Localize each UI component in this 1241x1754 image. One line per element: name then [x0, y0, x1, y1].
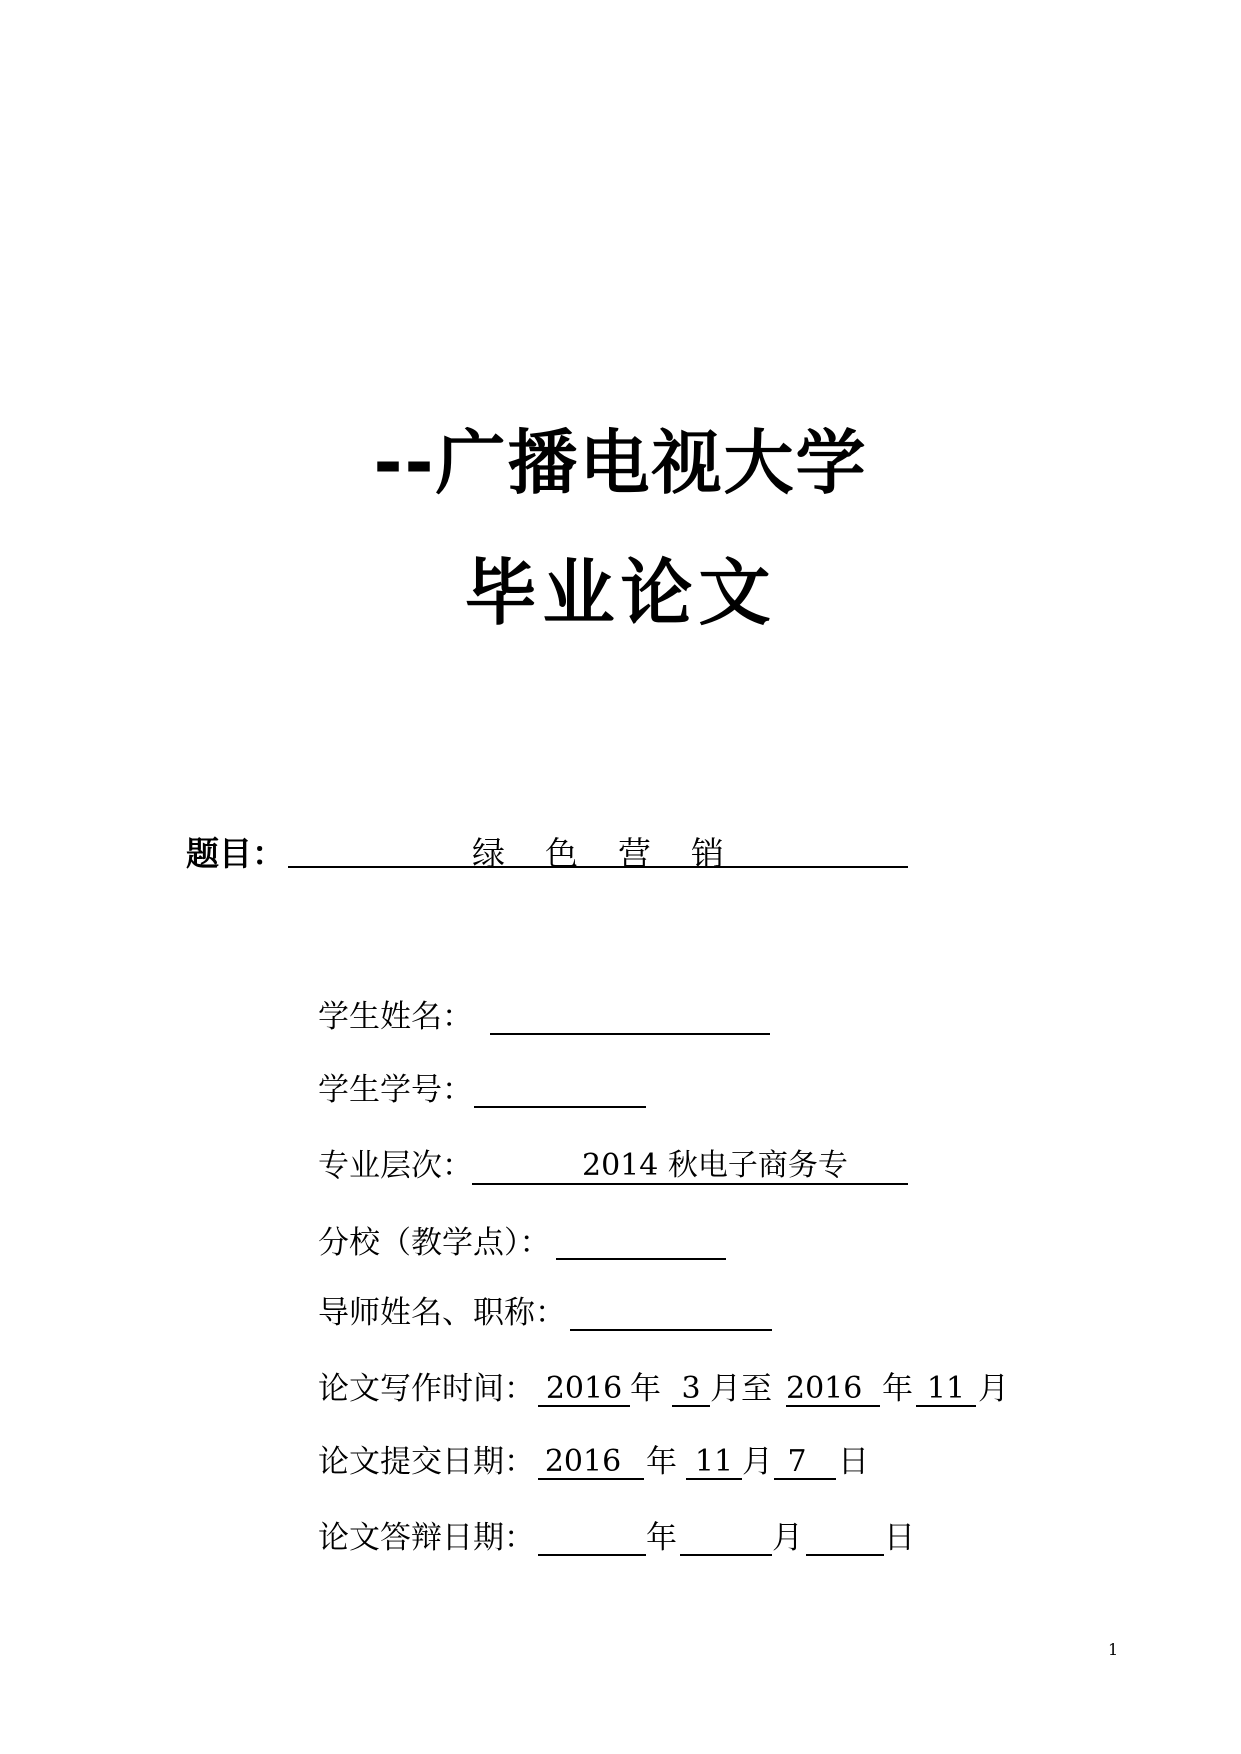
student-name-label: 学生姓名： — [318, 999, 473, 1035]
university-title: --广播电视大学 — [373, 422, 868, 504]
advisor-field[interactable] — [570, 1329, 772, 1331]
major-level-value: 2014 秋电子商务专 — [582, 1148, 848, 1183]
student-id-label: 学生学号： — [318, 1072, 473, 1108]
submit-year-unit: 年 — [646, 1444, 677, 1480]
branch-field[interactable] — [556, 1258, 726, 1260]
branch-label: 分校（教学点）： — [318, 1225, 551, 1261]
defense-day-unit: 日 — [884, 1520, 915, 1556]
defense-date-label: 论文答辩日期： — [318, 1520, 535, 1556]
submit-date-label: 论文提交日期： — [318, 1444, 535, 1480]
writing-end-year: 2016 — [786, 1371, 863, 1406]
writing-end-month: 11 — [926, 1371, 966, 1406]
topic-char: 营 — [618, 834, 651, 873]
writing-year-unit-2: 年 — [882, 1371, 913, 1407]
writing-time-label: 论文写作时间： — [318, 1371, 535, 1407]
defense-year-unit: 年 — [646, 1520, 677, 1556]
page-number: 1 — [1108, 1640, 1119, 1659]
student-name-field[interactable] — [490, 1033, 770, 1035]
defense-year-field[interactable] — [538, 1554, 646, 1556]
submit-month: 11 — [694, 1444, 734, 1479]
advisor-label: 导师姓名、职称： — [318, 1295, 566, 1331]
writing-start-year: 2016 — [545, 1371, 623, 1406]
writing-year-unit-1: 年 — [630, 1371, 661, 1407]
major-level-label: 专业层次： — [318, 1148, 473, 1184]
topic-value — [288, 832, 908, 876]
topic-label: 题目： — [186, 834, 285, 873]
document-type-title: 毕业论文 — [464, 551, 777, 635]
writing-start-month: 3 — [681, 1371, 701, 1406]
submit-day-unit: 日 — [838, 1444, 869, 1480]
writing-month-unit-1: 月至 — [710, 1371, 772, 1407]
writing-month-unit-2: 月 — [978, 1371, 1009, 1407]
topic-char: 销 — [691, 834, 724, 873]
topic-char: 色 — [545, 834, 578, 873]
submit-day: 7 — [787, 1444, 807, 1479]
defense-day-field[interactable] — [806, 1554, 884, 1556]
topic-char: 绿 — [472, 834, 505, 873]
defense-month-unit: 月 — [772, 1520, 803, 1556]
submit-year: 2016 — [544, 1444, 622, 1479]
defense-month-field[interactable] — [680, 1554, 772, 1556]
submit-month-unit: 月 — [742, 1444, 773, 1480]
student-id-field[interactable] — [474, 1106, 646, 1108]
